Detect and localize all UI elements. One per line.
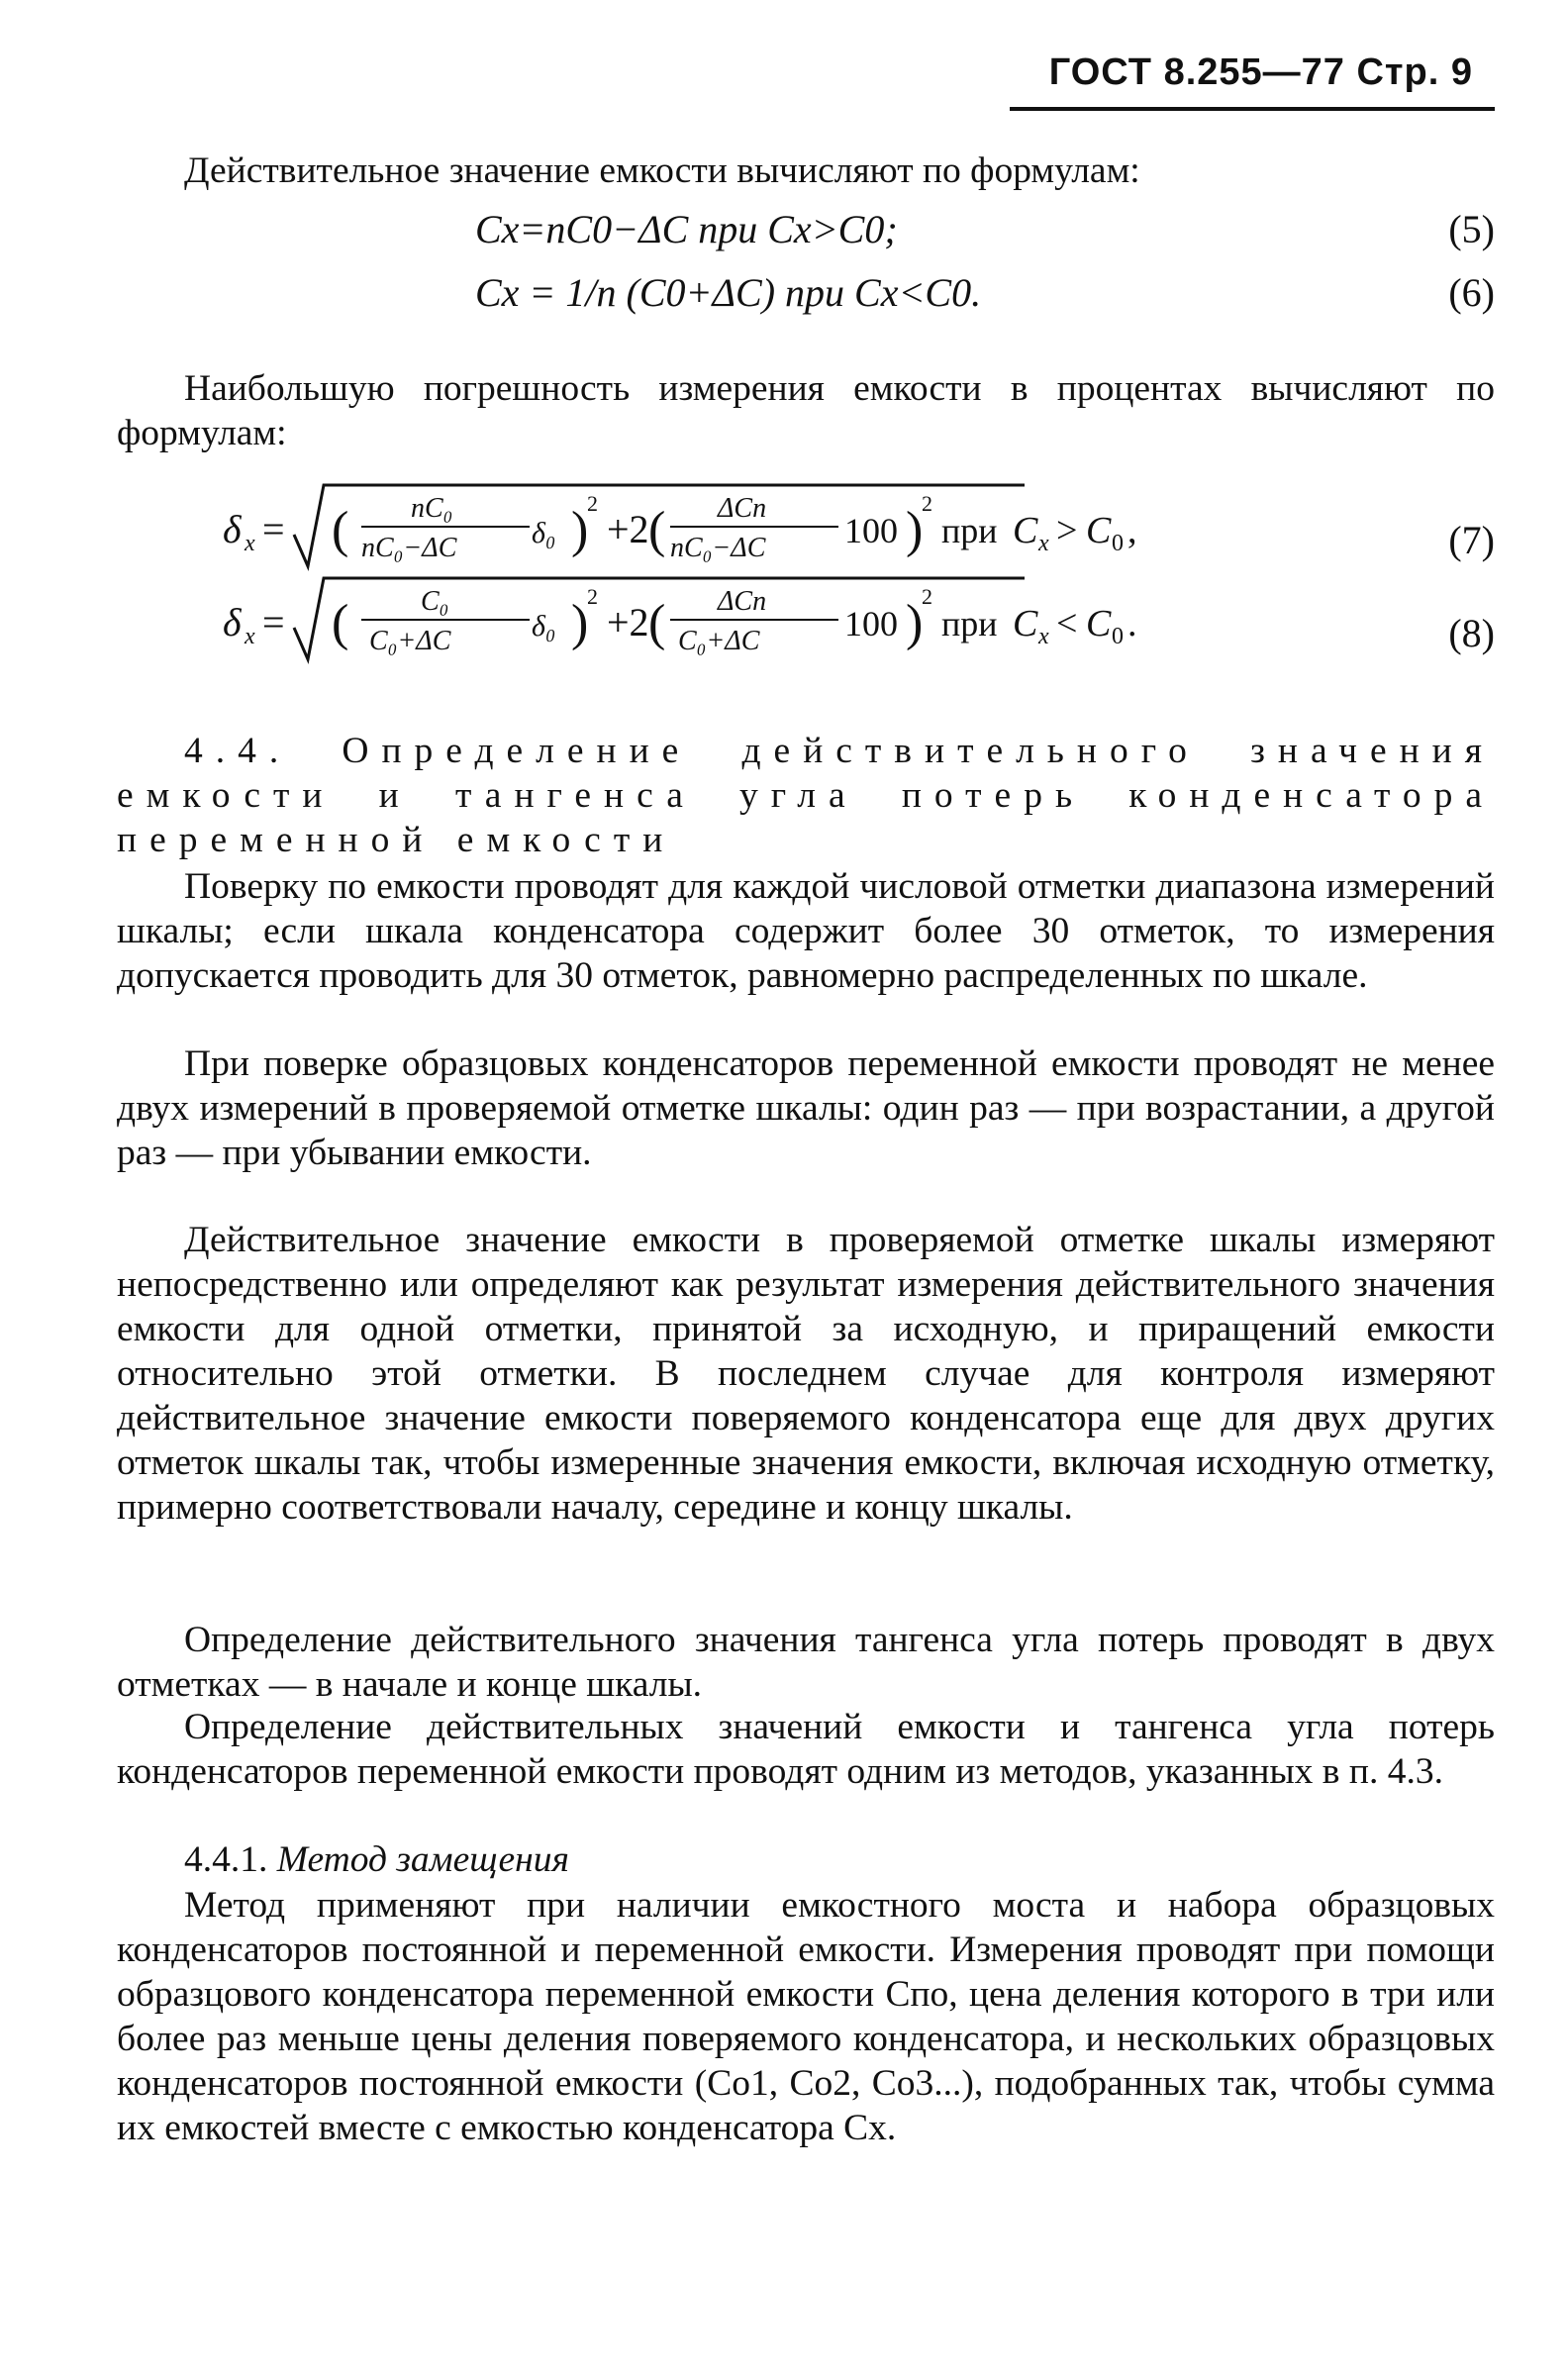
svg-text:C: C [1086, 603, 1112, 644]
svg-text:C₀: C₀ [421, 586, 449, 617]
svg-text:при: при [941, 604, 998, 643]
formula-6: Cx = 1/n (C0+ΔC) при Cx<C0. [475, 270, 982, 315]
svg-text:): ) [571, 502, 589, 558]
intro-paragraph: Действительное значение емкости вычисляют по формулам: [184, 150, 1140, 191]
svg-text:(: ( [648, 595, 666, 651]
svg-text:+2: +2 [607, 600, 649, 644]
svg-text:(: ( [648, 502, 666, 558]
svg-text:(: ( [332, 502, 349, 558]
formulas-7-8 [213, 475, 1500, 673]
formula-5-number: (5) [1448, 207, 1495, 251]
svg-text:,: , [1127, 510, 1137, 551]
page-header: ГОСТ 8.255—77 Стр. 9 [1048, 51, 1473, 93]
svg-text:100: 100 [844, 511, 898, 550]
svg-text:>: > [1056, 510, 1078, 551]
svg-text:2: 2 [587, 584, 598, 609]
svg-text:2: 2 [922, 584, 932, 609]
svg-text:100: 100 [844, 604, 898, 643]
paragraph-3: Действительное значение емкости в проверяемой отметке шкалы измеряют непосредственно или определяют как результат измерения действительного значения емкости для одной отметки, принятой за исходную, и приращений емкости относительно этой отметки. В последнем случае для контроля измеряют действительное значение емкости поверяемого конденсатора еще для двух других отметок шкалы так, чтобы измеренные значения емкости, включая исходную отметку, примерно соответствовали началу, середине и концу шкалы. [117, 1220, 1495, 1528]
error-paragraph: Наибольшую погрешность измерения емкости в процентах вычисляют по формулам: [117, 368, 1495, 453]
section-4-4-1-heading [117, 1837, 1495, 1882]
svg-text:x: x [245, 531, 255, 556]
svg-text:2: 2 [922, 491, 932, 516]
svg-text:C: C [1013, 510, 1038, 551]
paragraph-4: Определение действительного значения тангенса угла потерь проводят в двух отметках — в начале и конце шкалы. [117, 1620, 1495, 1705]
svg-text:x: x [1038, 624, 1049, 649]
svg-text:δ₀: δ₀ [532, 517, 556, 549]
svg-text:+2: +2 [607, 507, 649, 551]
svg-text:δ: δ [223, 507, 242, 551]
svg-text:): ) [906, 502, 924, 558]
svg-text:δ₀: δ₀ [532, 610, 556, 643]
section-4-4-1-number: 4.4.1. [184, 1839, 268, 1880]
svg-text:0: 0 [1112, 531, 1124, 556]
svg-text:C: C [1013, 603, 1038, 644]
svg-text:x: x [1038, 531, 1049, 556]
svg-text:nC₀: nC₀ [411, 493, 453, 524]
svg-text:ΔCп: ΔCп [718, 493, 767, 524]
svg-text:): ) [906, 595, 924, 651]
svg-text:nC₀−ΔC: nC₀−ΔC [670, 533, 766, 563]
svg-text:.: . [1127, 603, 1137, 644]
paragraph-2: При поверке образцовых конденсаторов переменной емкости проводят не менее двух измерений в проверяемой отметке шкалы: один раз — при возрастании, а другой раз — при убывании емкости. [117, 1043, 1495, 1173]
svg-text:C₀+ΔC: C₀+ΔC [678, 626, 760, 656]
svg-text:0: 0 [1112, 624, 1124, 649]
svg-text:δ: δ [223, 600, 242, 644]
svg-text:C: C [1086, 510, 1112, 551]
formula-7-number: (7) [1448, 518, 1495, 562]
header-rule [1010, 107, 1495, 111]
paragraph-method: Метод применяют при наличии емкостного моста и набора образцовых конденсаторов постоянной и переменной емкости. Измерения проводят при помощи образцового конденсатора переменной емкости Cпо, цена деления которого в три или более раз меньше цены деления поверяемого конденсатора, и нескольких образцовых конденсаторов постоянной емкости (Co1, Co2, Co3...), подобранных так, чтобы сумма их емкостей вместе с емкостью конденсатора Cx. [117, 1885, 1495, 2148]
svg-text:ΔCп: ΔCп [718, 586, 767, 617]
svg-text:=: = [262, 600, 285, 644]
paragraph-5: Определение действительных значений емкости и тангенса угла потерь конденсаторов переменной емкости проводят одним из методов, указанных в п. 4.3. [117, 1707, 1495, 1792]
svg-text:nC₀−ΔC: nC₀−ΔC [361, 533, 457, 563]
svg-text:): ) [571, 595, 589, 651]
section-4-4-heading: 4.4. Определение действительного значения емкости и тангенса угла потерь конденсатора переменной емкости [117, 731, 1495, 860]
svg-text:<: < [1056, 603, 1078, 644]
svg-text:2: 2 [587, 491, 598, 516]
svg-text:x: x [245, 624, 255, 649]
root-formulas-graphic [213, 475, 1500, 673]
formula-5: Cx=nC0−ΔC при Cx>C0; [475, 207, 898, 251]
paragraph-1: Поверку по емкости проводят для каждой числовой отметки диапазона измерений шкалы; если шкала конденсатора содержит более 30 отметок, то измерения допускается проводить для 30 отметок, равномерно распределенных по шкале. [117, 866, 1495, 996]
svg-text:при: при [941, 511, 998, 550]
svg-text:C₀+ΔC: C₀+ΔC [369, 626, 451, 656]
formula-8-number: (8) [1448, 611, 1495, 655]
svg-text:=: = [262, 507, 285, 551]
svg-text:(: ( [332, 595, 349, 651]
formula-6-number: (6) [1448, 270, 1495, 315]
section-4-4-1-title: Метод замещения [276, 1839, 569, 1880]
